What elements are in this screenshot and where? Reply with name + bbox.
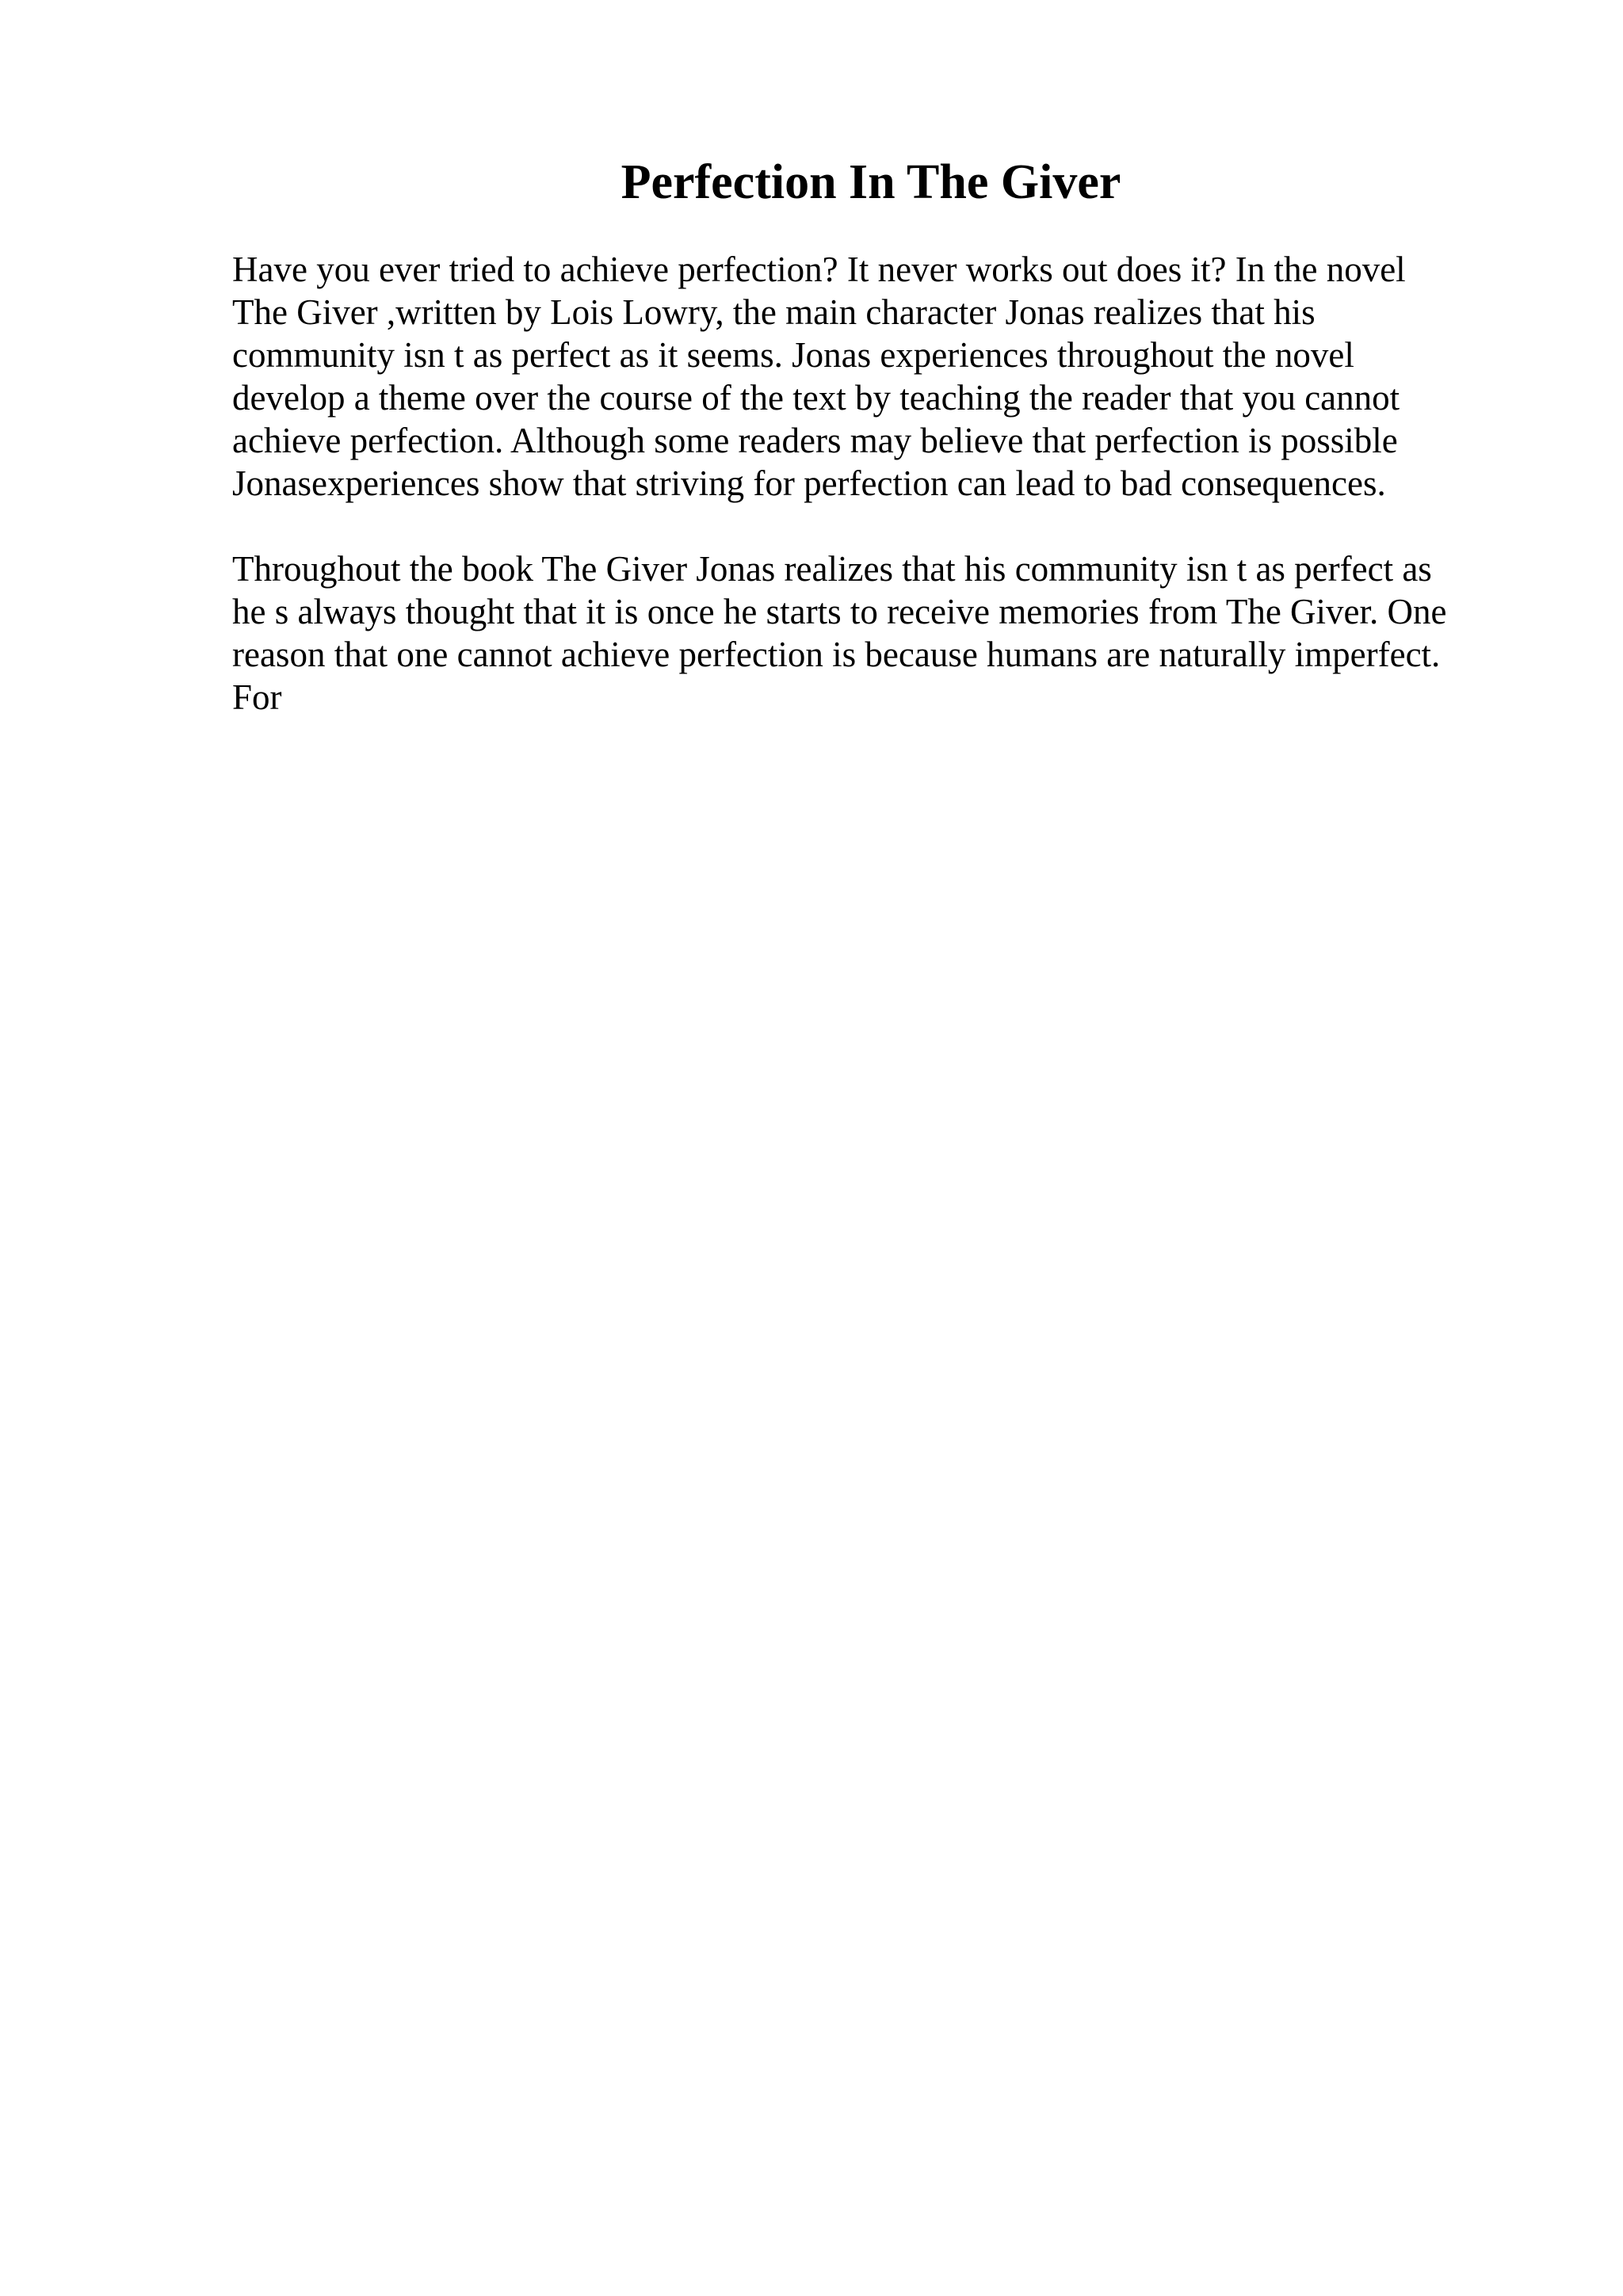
paragraph-line: reason that one cannot achieve perfection is because humans are naturally imperfect. bbox=[232, 635, 1441, 674]
paragraph-line: he s always thought that it is once he starts to receive memories from The Giver. One bbox=[232, 592, 1447, 631]
paragraph-line: Throughout the book The Giver Jonas realizes that his community isn t as perfect as bbox=[232, 549, 1432, 589]
paragraph-line: For bbox=[232, 677, 282, 717]
document-title: Perfection In The Giver bbox=[621, 155, 1121, 209]
paragraph-line: Jonasexperiences show that striving for perfection can lead to bad consequences. bbox=[232, 463, 1386, 503]
paragraph-line: community isn t as perfect as it seems. Jonas experiences throughout the novel bbox=[232, 335, 1354, 375]
paragraph-2 bbox=[232, 547, 1516, 719]
paragraph-line: The Giver ,written by Lois Lowry, the main character Jonas realizes that his bbox=[232, 292, 1316, 332]
paragraph-line: achieve perfection. Although some readers may believe that perfection is possible bbox=[232, 421, 1398, 460]
paragraph-line: Have you ever tried to achieve perfection? It never works out does it? In the novel bbox=[232, 250, 1406, 289]
paragraph-line: develop a theme over the course of the text by teaching the reader that you cannot bbox=[232, 378, 1400, 418]
paragraph-1 bbox=[232, 248, 1516, 505]
